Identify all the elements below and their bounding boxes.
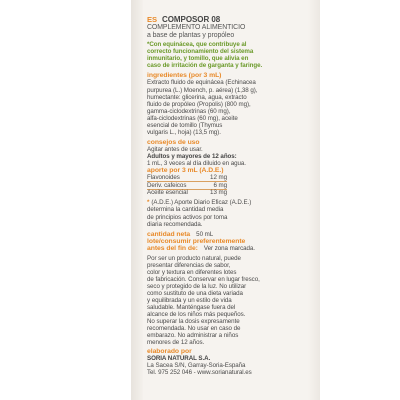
nutrient-value: 6 mg [213,181,227,189]
ingredients-heading: ingredientes (por 3 mL) [147,72,222,80]
warnings-section [147,255,311,347]
ingredients-line: purpurea (L.) Moench, p. aérea) (1,38 g), [147,86,258,94]
nutrient-name: Aceite esencial [147,189,188,197]
brand-prefix: ES [147,15,158,24]
ade-line: diaria recomendada. [147,220,203,228]
ingredients-line: Extracto fluido de equinácea (Echinacea [147,79,256,87]
product-subtitle [147,24,311,39]
nutrient-name: Flavonoides [147,174,180,182]
warning-line: seco y protegido de la luz. No utilizar [147,282,247,290]
subtitle-line: COMPLEMENTO ALIMENTICIO [147,24,246,32]
ade-asterisk: * [147,199,150,207]
ingredients-section [147,72,311,135]
nutrition-heading: aporte por 3 mL (A.D.E.) [147,167,224,175]
warning-line: menores de 12 años. [147,339,205,347]
manufacturer-contact: Tel. 975 252 046 - www.sorianatural.es [147,369,252,377]
usage-section [147,139,311,167]
manufacturer-address: La Sacea S/N, Garray-Soria-España [147,362,246,370]
lot-section [147,238,311,252]
claim-line: inmunitario, y tomillo, que alivia en [147,55,249,63]
usage-heading: consejos de uso [147,138,200,146]
lot-label: antes del fin de: [147,244,198,252]
product-name: COMPOSOR 08 [162,15,221,24]
warning-line: presentar diferencias de sabor, [147,261,231,269]
subtitle-line: a base de plantas y propóleo [147,31,235,39]
claim-line: *Con equinácea, que contribuye al [147,41,247,49]
claim-line: correcto funcionamiento del sistema [147,48,254,56]
ingredients-line: alfa-ciclodextrinas (60 mg), aceite [147,114,238,122]
warning-line: embarazo. No administrar a niños [147,332,239,340]
ade-line: de principios activos por toma [147,213,228,221]
warning-line: Por ser un producto natural, puede [147,254,241,262]
warning-line: alcance de los niños más pequeños. [147,311,246,319]
ingredients-line: gamma-ciclodextrinas (60 mg), [147,107,231,115]
ade-note [147,199,311,227]
box-left-edge [131,0,143,400]
net-quantity-label: cantidad neta [147,230,191,238]
nutrition-row [147,174,227,181]
net-quantity [147,231,311,238]
nutrition-row [147,189,227,196]
ingredients-line: humectante: glicerina, agua, extracto [147,93,247,101]
manufacturer-section [147,348,311,376]
usage-shake: Agitar antes de usar. [147,145,203,153]
nutrition-section [147,167,311,196]
warning-line: color y textura en diferentes lotes [147,268,237,276]
brand-header [147,16,311,23]
warning-line: y equilibrada y un estilo de vida [147,297,232,305]
warning-line: de fabricación. Conservar en lugar fresco, [147,275,260,283]
nutrient-name: Deriv. cafeicos [147,181,187,189]
warning-line: como sustituto de una dieta variada [147,289,243,297]
net-quantity-value: 50 mL [196,230,214,238]
ade-line: (A.D.E.) Aporte Diario Eficaz (A.D.E.) [151,199,252,207]
claim-line: caso de irritación de garganta y faringe. [147,62,263,70]
warning-line: saludable. Manténgase fuera del [147,304,236,312]
ade-line: determina la cantidad media [147,206,224,214]
usage-dose: 1 mL, 3 veces al día diluido en agua. [147,159,246,167]
product-box-side-panel [131,0,320,400]
lot-label: lote/consumir preferentemente [147,237,246,245]
ingredients-line: vulgaris L., hoja) (13,5 mg). [147,128,221,136]
manufacturer-name: SORIA NATURAL S.A. [147,355,211,363]
lot-value: Ver zona marcada. [203,244,255,252]
ingredients-line: fluido de propóleo (Propolis) (800 mg), [147,100,251,108]
lot-label-row [147,245,311,252]
warning-line: No superar la dosis expresamente [147,318,240,326]
nutrition-row [147,182,227,189]
ingredients-line: esencial de tomillo (Thymus [147,121,223,129]
usage-adults-heading: Adultos y mayores de 12 años: [147,152,237,160]
nutrient-value: 13 mg [210,189,227,197]
ade-first-line [147,199,311,206]
manufacturer-heading: elaborado por [147,348,192,356]
health-claim [147,41,311,69]
warning-line: recomendada. No usar en caso de [147,325,241,333]
nutrient-value: 12 mg [210,174,227,182]
label-content [147,16,311,377]
